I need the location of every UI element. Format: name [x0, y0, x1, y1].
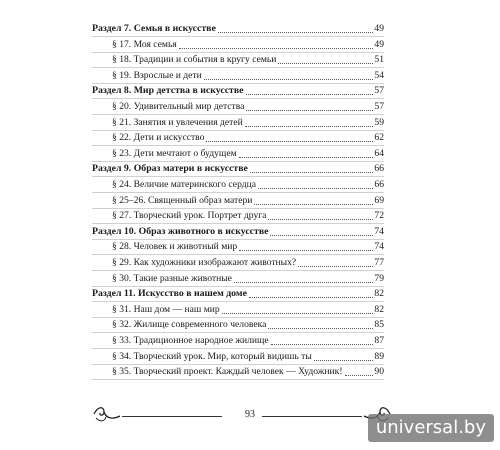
dot-leader	[245, 116, 374, 127]
toc-page-number: 77	[374, 257, 384, 268]
toc-entry-title: § 33. Традиционное народное жилище	[112, 335, 269, 346]
toc-page-number: 49	[374, 38, 384, 50]
toc-entry-title: § 20. Удивительный мир детства	[112, 101, 245, 112]
toc-page-number: 66	[374, 163, 384, 175]
toc-section-row	[92, 162, 384, 176]
toc-page-number: 85	[374, 319, 384, 331]
watermark: universal.by	[368, 414, 494, 442]
toc-item-row	[112, 318, 384, 332]
dot-leader	[268, 209, 373, 220]
footer-rule-left	[122, 416, 222, 417]
toc-entry-title: § 19. Взрослые и дети	[112, 69, 202, 81]
dot-leader	[239, 147, 374, 158]
toc-item-row	[112, 38, 384, 52]
dot-leader	[270, 225, 373, 236]
dot-leader	[206, 131, 373, 142]
toc-item-row	[112, 53, 384, 67]
toc-item-row	[112, 194, 384, 208]
dot-leader	[179, 38, 374, 49]
dot-leader	[250, 162, 373, 173]
toc-page-number: 82	[374, 303, 384, 315]
dot-leader	[249, 287, 373, 298]
toc-page-number: 54	[374, 69, 384, 81]
toc-item-row	[112, 131, 384, 145]
toc-entry-title: § 22. Дети и искусство	[112, 132, 205, 144]
toc-section-row	[92, 22, 384, 36]
toc-page-number: 90	[374, 366, 384, 378]
toc-page-number: 49	[374, 23, 384, 34]
dot-leader	[314, 350, 374, 361]
toc-item-row	[112, 69, 384, 83]
toc-page-number: 82	[374, 288, 384, 300]
toc-section-row	[92, 225, 384, 239]
dot-leader	[271, 334, 374, 345]
toc-entry-title: § 30. Такие разные животные	[112, 272, 232, 284]
toc-entry-title: § 18. Традиции и события в кругу семьи	[112, 54, 277, 66]
toc-page-number: 57	[374, 85, 384, 97]
toc-item-row	[112, 303, 384, 317]
toc-item-row	[112, 240, 384, 254]
toc-page-number: 87	[374, 335, 384, 346]
dot-leader	[246, 84, 374, 95]
toc-item-row	[112, 334, 384, 348]
dot-leader	[254, 194, 373, 205]
dot-leader	[234, 272, 373, 283]
toc-page-number: 74	[374, 225, 384, 237]
toc-item-row	[112, 116, 384, 130]
row-separator	[92, 379, 384, 380]
toc-page-number: 72	[374, 210, 384, 222]
toc-page-number: 57	[374, 101, 384, 112]
toc-page-number: 64	[374, 147, 384, 159]
dot-leader	[268, 318, 373, 329]
toc-item-row	[112, 178, 384, 192]
toc-page-number: 89	[374, 350, 384, 362]
toc-item-row	[112, 256, 384, 270]
toc-item-row	[112, 147, 384, 161]
toc-page-number: 69	[374, 194, 384, 206]
footer-rule-right	[262, 416, 362, 417]
toc-entry-title: § 27. Творческий урок. Портрет друга	[112, 210, 267, 222]
dot-leader	[239, 240, 373, 251]
toc-entry-title: Раздел 8. Мир детства в искусстве	[92, 85, 244, 97]
toc-section-row	[92, 287, 384, 301]
toc-entry-title: Раздел 9. Образ матери в искусстве	[92, 163, 248, 175]
toc-page-number: 74	[374, 241, 384, 253]
toc-entry-title: § 35. Творческий проект. Каждый человек — Художник!	[112, 366, 343, 378]
dot-leader	[278, 53, 373, 64]
toc-entry-title: § 25–26. Священный образ матери	[112, 194, 253, 206]
toc-entry-title: § 24. Величие материнского сердца	[112, 179, 257, 190]
toc-entry-title: § 21. Занятия и увлечения детей	[112, 116, 243, 128]
toc-entry-title: § 23. Дети мечтают о будущем	[112, 147, 237, 159]
toc-entry-title: § 29. Как художники изображают животных?	[112, 257, 297, 268]
dot-leader	[298, 256, 373, 267]
toc-page-number: 51	[374, 54, 384, 66]
dot-leader	[345, 365, 374, 376]
dot-leader	[222, 303, 374, 314]
toc-item-row	[112, 350, 384, 364]
toc-entry-title: Раздел 7. Семья в искусстве	[92, 23, 216, 34]
toc-entry-title: § 28. Человек и животный мир	[112, 241, 238, 253]
toc-page-number: 59	[374, 116, 384, 128]
toc-page-number: 66	[374, 179, 384, 190]
toc-entry-title: § 32. Жилище современного человека	[112, 319, 267, 331]
left-scroll-ornament-icon	[92, 404, 122, 424]
toc-entry-title: § 31. Наш дом — наш мир	[112, 303, 220, 315]
dot-leader	[218, 22, 373, 33]
toc-entry-title: Раздел 11. Искусство в нашем доме	[92, 288, 247, 300]
toc-page-number: 62	[374, 132, 384, 144]
page-number: 93	[245, 409, 255, 420]
dot-leader	[204, 69, 374, 80]
dot-leader	[246, 100, 373, 111]
toc-item-row	[112, 100, 384, 114]
toc-section-row	[92, 84, 384, 98]
toc-entry-title: § 34. Творческий урок. Мир, который видишь ты	[112, 350, 312, 362]
toc-item-row	[112, 272, 384, 286]
toc-entry-title: Раздел 10. Образ животного в искусстве	[92, 225, 269, 237]
toc-entry-title: § 17. Моя семья	[112, 38, 177, 50]
dot-leader	[258, 178, 373, 189]
toc-item-row	[112, 365, 384, 379]
toc-item-row	[112, 209, 384, 223]
toc-page-number: 79	[374, 272, 384, 284]
